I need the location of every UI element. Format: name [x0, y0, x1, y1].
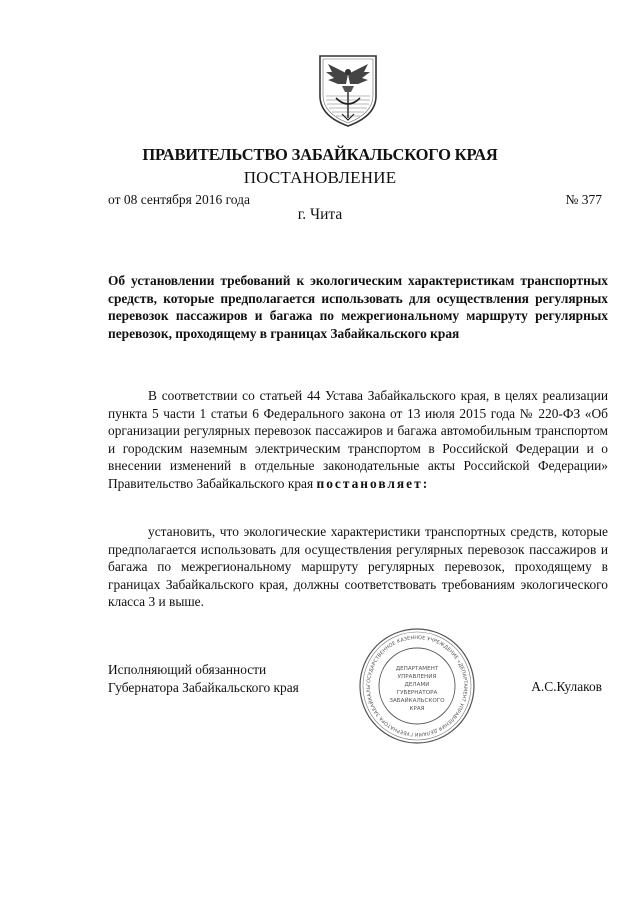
- seal-line: УПРАВЛЕНИЯ: [397, 674, 437, 680]
- seal-line: ГУБЕРНАТОРА: [396, 690, 438, 696]
- signatory-name: А.С.Кулаков: [531, 679, 602, 694]
- document-type: ПОСТАНОВЛЕНИЕ: [243, 168, 397, 187]
- coat-of-arms-icon: [316, 52, 380, 128]
- resolves-keyword: постановляет:: [316, 475, 430, 491]
- document-date: от 08 сентября 2016 года: [108, 192, 251, 207]
- document-city: г. Чита: [297, 206, 343, 223]
- signatory-title-line1: Исполняющий обязанности: [108, 662, 267, 677]
- seal-line: ДЕЛАМИ: [404, 682, 430, 688]
- official-seal-icon: [357, 626, 477, 746]
- signatory-title: [108, 661, 299, 696]
- seal-ring-text: ГОСУДАРСТВЕННОЕ КАЗЕННОЕ УЧРЕЖДЕНИЕ «ДЕПАРТАМЕНТ УПРАВЛЕНИЯ ДЕЛАМИ ГУБЕРНАТОРА ЗАБАЙКАЛЬ: [365, 634, 469, 738]
- document-number: № 377: [565, 192, 602, 207]
- seal-line: КРАЯ: [409, 706, 425, 712]
- signatory-title-line2: Губернатора Забайкальского края: [108, 679, 299, 695]
- resolution-paragraph: установить, что экологические характеристики транспортных средств, которые предполагается использовать для осуществления регулярных перевозок пассажиров и багажа по межрегиональному маршруту регулярных перевозок, проходящему в границах Забайкальского края, должны соответствовать требованиям экологического класса 3 и выше.: [108, 524, 608, 609]
- seal-line: ЗАБАЙКАЛЬСКОГО: [389, 698, 445, 704]
- government-title: ПРАВИТЕЛЬСТВО ЗАБАЙКАЛЬСКОГО КРАЯ: [142, 145, 498, 164]
- preamble-text: В соответствии со статьей 44 Устава Забайкальского края, в целях реализации пункта 5 части 1 статьи 6 Федерального закона от 13 июля 2015 года № 220-ФЗ «Об организации регулярных перевозок пассажиров и багажа автомобильным транспортом и городским наземным электрическим транспортом в Российской Федерации и о внесении изменений в отдельные законодательные акты Российской Федерации» Правительство Забайкальского края: [108, 388, 608, 491]
- preamble-paragraph: [108, 387, 608, 492]
- seal-line: ДЕПАРТАМЕНТ: [395, 666, 439, 672]
- document-subject: Об установлении требований к экологическим характеристикам транспортных средств, которые предполагается использовать для осуществления регулярных перевозок пассажиров и багажа по межрегиональному маршруту регулярных перевозок, проходящему в границах Забайкальского края: [108, 273, 608, 341]
